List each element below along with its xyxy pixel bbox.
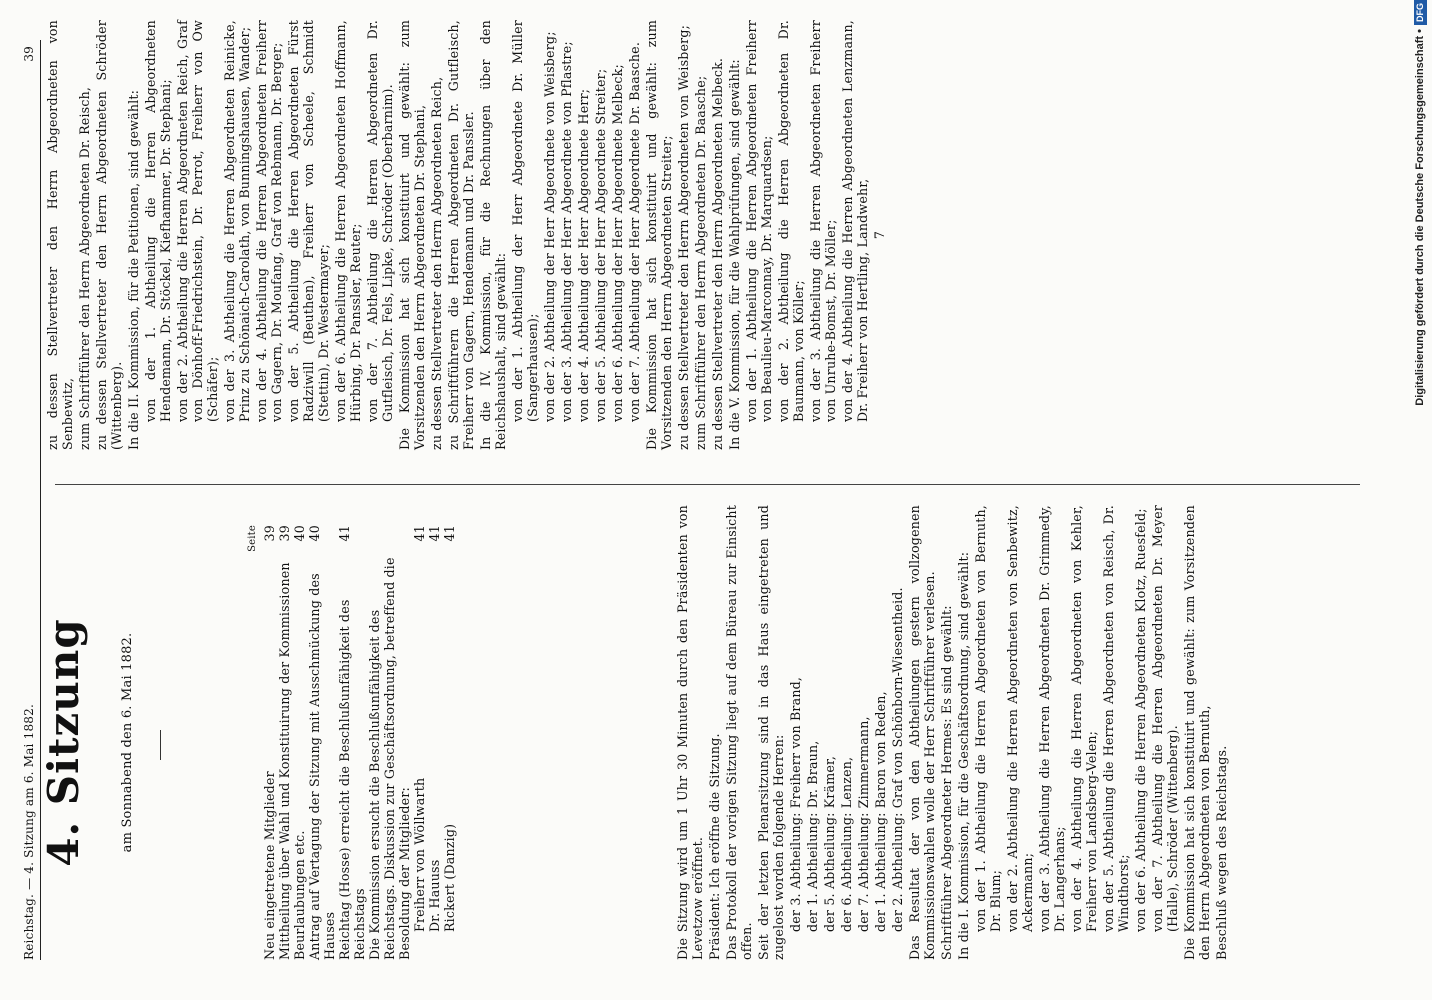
dfg-logo: DFG [1414, 0, 1427, 25]
paragraph: von der 5. Abtheilung die Herren Abgeordneten Fürst Radziwill (Beuthen), Freiherr von Scheele, Schmidt (Stettin), Dr. Westermayer; [286, 20, 331, 422]
dfg-notice [1408, 0, 1432, 1000]
paragraph: Schriftführer Abgeordneter Hermes: Es sind gewählt: [939, 605, 954, 960]
paragraph: von der 7. Abtheilung die Herren Abgeordneten Dr. Meyer (Halle), Schröder (Wittenberg). [1150, 505, 1180, 932]
left-column-body [675, 505, 1231, 960]
toc-row [262, 525, 277, 960]
paragraph: Die Kommission hat sich konstituirt und gewählt: zum Vorsitzenden den Herrn Abgeordneten Streiter; [644, 20, 674, 450]
session-title: 4. Sitzung [39, 618, 88, 867]
toc-row [427, 525, 442, 960]
toc-entry-page: 41 [442, 525, 457, 542]
paragraph: zum Schriftführer den Herrn Abgeordneten Dr. Baasche; [693, 75, 708, 450]
paragraph: der 5. Abtheilung: Krämer, [822, 755, 837, 932]
paragraph: von der 1. Abtheilung die Herren Abgeordneten Hendemann, Dr. Stöckel, Kiefhammer, Dr. Stephani; [143, 20, 173, 422]
column-divider [55, 484, 1360, 485]
toc-entry-page: 39 [262, 525, 277, 542]
toc-entry-text: Rickert (Danzig) [442, 823, 457, 932]
paragraph: Beschluß wegen des Reichstags. [1214, 745, 1229, 960]
paragraph: von der 1. Abtheilung die Herren Abgeordneten von Bernuth, Dr. Blum; [973, 505, 1003, 932]
paragraph: von der 4. Abtheilung die Herren Abgeordneten Lenzmann, Dr. Freiherr von Hertling, Landwehr, [840, 20, 870, 422]
dfg-notice-text: Digitalisierung gefördert durch die Deutsche Forschungsgemeinschaft • [1414, 29, 1426, 406]
toc-row [292, 525, 307, 960]
paragraph: von der 2. Abtheilung die Herren Abgeordneten von Senbewitz, Ackermann; [1005, 505, 1035, 932]
toc-entry-page: 41 [412, 525, 427, 542]
toc-entry-text: Reichtag (Hosse) erreicht die Beschlußunfähigkeit des Reichstags [337, 599, 367, 960]
dfg-sidebar [1408, 0, 1432, 1000]
paragraph: von der 5. Abtheilung der Herr Abgeordnete Streiter; [593, 68, 608, 422]
paragraph: der 1. Abtheilung: Baron von Reden, [873, 691, 888, 932]
paragraph: von der 7. Abtheilung der Herr Abgeordnete Dr. Baasche. [627, 41, 642, 422]
paragraph: von der 3. Abtheilung der Herr Abgeordnete von Pflastre; [559, 41, 574, 422]
paragraph: von der 7. Abtheilung die Herren Abgeordneten Dr. Gutfleisch, Dr. Fels, Lipke, Schröder (Oberbarnim). [365, 20, 395, 422]
toc-row [412, 525, 427, 960]
paragraph: von der 6. Abtheilung die Herren Abgeordneten Hoffmann, Hürbing, Dr. Panssler, Reuter; [333, 20, 363, 422]
toc-entry-page: 40 [307, 525, 322, 542]
paragraph: der 7. Abtheilung: Zimmermann, [856, 716, 871, 932]
running-head-left: Reichstag. — 4. Sitzung am 6. Mai 1882. [22, 704, 36, 960]
paragraph: der 3. Abtheilung: Freiherr von Brand, [788, 676, 803, 932]
paragraph: Die Kommission hat sich konstituirt und gewählt: zum Vorsitzenden den Herrn Abgeordneten Dr. Stephani, [397, 20, 427, 450]
toc-row [442, 525, 457, 960]
toc-row [277, 525, 292, 960]
toc-entry-text: Mittheilung über Wahl und Konstituirung der Kommissionen [277, 562, 292, 960]
toc-entry-text: Neu eingetretene Mitglieder [262, 771, 277, 960]
paragraph: zu dessen Stellvertreter den Herrn Abgeordneten von Senbewitz, [45, 20, 75, 450]
paragraph: von der 4. Abtheilung die Herren Abgeordneten von Kehler, Freiherr von Landsberg-Velen; [1069, 505, 1099, 932]
paragraph: von der 6. Abtheilung der Herr Abgeordnete Melbeck; [610, 64, 625, 422]
toc-row [337, 525, 367, 960]
paragraph: der 6. Abtheilung: Lenzen, [839, 756, 854, 932]
session-date: am Sonnabend den 6. Mai 1882. [120, 632, 135, 853]
paragraph: In die I. Kommission, für die Geschäftsordnung, sind gewählt: [956, 551, 971, 960]
paragraph: In die V. Kommission, für die Wahlprüfungen, sind gewählt: [727, 59, 742, 450]
toc-row [367, 525, 412, 960]
paragraph: Die Kommission hat sich konstituirt und gewählt: zum Vorsitzenden den Herrn Abgeordneten von Bernuth, [1182, 505, 1212, 960]
right-column-body [45, 20, 889, 450]
paragraph: Präsident: Ich eröffne die Sitzung. [707, 733, 722, 960]
paragraph: von der 2. Abtheilung die Herren Abgeordneten Reich, Graf von Dönhoff-Friedrichstein, Dr. Perrot, Freiherr von Ow (Schäfer); [175, 20, 220, 422]
paragraph: von der 4. Abtheilung die Herren Abgeordneten Freiherr von Gagern, Dr. Moufang, Graf von Rebmann, Dr. Berger; [254, 20, 284, 422]
paragraph: von der 6. Abtheilung die Herren Abgeordneten Klotz, Ruesfeld; [1133, 508, 1148, 932]
paragraph: Die Sitzung wird um 1 Uhr 30 Minuten durch den Präsidenten von Levetzow eröffnet. [675, 505, 705, 960]
paragraph: von der 3. Abtheilung die Herren Abgeordneten Freiherr von Unruhe-Bomst, Dr. Möller; [808, 20, 838, 422]
toc-entry-page: 41 [427, 525, 442, 542]
toc-entry-page: 41 [337, 525, 352, 542]
toc-entry-text: Beurlaubungen etc. [292, 830, 307, 960]
paragraph: von der 1. Abtheilung die Herren Abgeordneten Freiherr von Beaulieu-Marconnay, Dr. Marquardsen; [744, 20, 774, 422]
paragraph: Das Resultat der von den Abtheilungen gestern vollzogenen Kommissionswahlen wolle der Herr Schriftführer verlesen. [907, 505, 937, 960]
paragraph: von der 2. Abtheilung die Herren Abgeordneten Dr. Baumann, von Köller; [776, 20, 806, 422]
toc-header: Seite [247, 525, 258, 552]
paragraph: 7 [872, 230, 887, 240]
paragraph: zu dessen Stellvertreter den Herrn Abgeordneten Reich, [429, 76, 444, 450]
paragraph: der 1. Abtheilung: Dr. Braun, [805, 740, 820, 932]
paragraph: von der 5. Abtheilung die Herren Abgeordneten von Reisch, Dr. Windthorst; [1101, 505, 1131, 932]
paragraph: der 2. Abtheilung: Graf von Schönborn-Wiesentheid. [890, 587, 905, 932]
paragraph: Das Protokoll der vorigen Sitzung liegt auf dem Büreau zur Einsicht offen. [724, 505, 754, 960]
page-number: 39 [22, 46, 36, 62]
toc-entry-text: Freiherr von Wöllwarth [412, 777, 427, 932]
paragraph: von der 3. Abtheilung die Herren Abgeordneten Reinicke, Prinz zu Schönaich-Carolath, von Bunningshausen, Wander; [222, 20, 252, 422]
paragraph: In die II. Kommission, für die Petitionen, sind gewählt: [126, 89, 141, 450]
toc-row [307, 525, 337, 960]
paragraph: In die IV. Kommission, für die Rechnungen über den Reichshaushalt, sind gewählt: [478, 20, 508, 450]
paragraph: Seit der letzten Plenarsitzung sind in das Haus eingetreten und zugelost worden folgende Herren: [756, 505, 786, 960]
paragraph: zu dessen Stellvertreter den Herrn Abgeordneten von Weisberg; [676, 24, 691, 450]
paragraph: von der 1. Abtheilung der Herr Abgeordnete Dr. Müller (Sangerhausen); [510, 20, 540, 422]
paragraph: zum Schriftführer den Herrn Abgeordneten Dr. Reisch, [77, 86, 92, 450]
paragraph: von der 3. Abtheilung die Herren Abgeordneten Dr. Grimmedy, Dr. Langerhans; [1037, 505, 1067, 932]
paragraph: zu dessen Stellvertreter den Herrn Abgeordneten Melbeck. [710, 57, 725, 450]
paragraph: zu Schriftführern die Herren Abgeordneten Dr. Gutfleisch, Freiherr von Gagern, Hendemann und Dr. Panssler. [446, 20, 476, 450]
toc-entry-text: Antrag auf Vertagung der Sitzung mit Ausschmückung des Hauses [307, 573, 337, 960]
toc-entry-page: 40 [292, 525, 307, 542]
title-dash [160, 730, 161, 760]
toc-entry-text: Dr. Hauuss [427, 859, 442, 932]
table-of-contents [245, 525, 457, 960]
toc-entry-page [367, 525, 412, 547]
paragraph: zu dessen Stellvertreter den Herrn Abgeordneten Schröder (Wittenberg). [94, 20, 124, 450]
paragraph: von der 2. Abtheilung der Herr Abgeordnete von Weisberg; [542, 31, 557, 422]
toc-entry-text: Die Kommission ersucht die Beschlußunfähigkeit des Reichstags. Diskussion zur Geschäftsordnung, betreffend die Besoldung der Mitglieder: [367, 557, 412, 960]
toc-entry-page: 39 [277, 525, 292, 542]
paragraph: von der 4. Abtheilung der Herr Abgeordnete Herr; [576, 88, 591, 422]
